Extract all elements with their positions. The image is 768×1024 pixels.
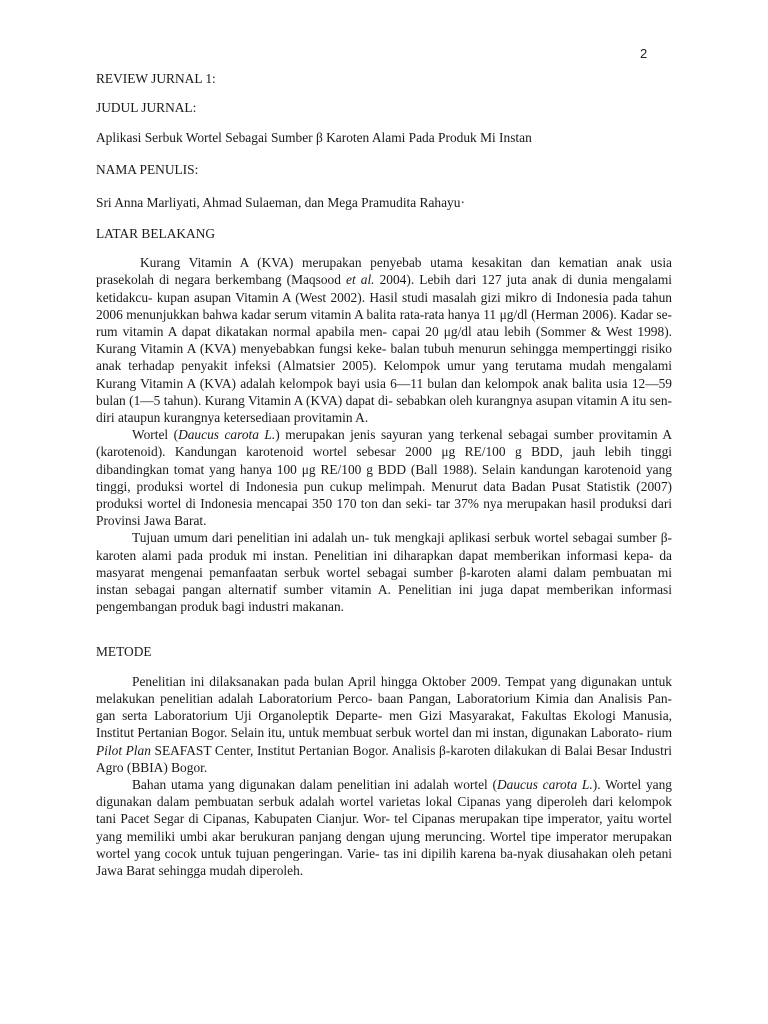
background-heading: LATAR BELAKANG xyxy=(96,226,216,242)
method-heading: METODE xyxy=(96,644,152,660)
page-number: 2 xyxy=(640,46,648,61)
authors: Sri Anna Marliyati, Ahmad Sulaeman, dan Mega Pramudita Rahayu· xyxy=(96,194,465,210)
document-body xyxy=(96,70,672,879)
review-label: REVIEW JURNAL 1: xyxy=(96,71,216,86)
background-paragraph-3: Tujuan umum dari penelitian ini adalah un- tuk mengkaji aplikasi serbuk wortel sebagai sumber β-karoten alami pada produk mi instan. Penelitian ini diharapkan dapat memberikan informasi kepa- da masyarat mengenai pemanfaatan serbuk wortel sebagai sumber β-karoten alami dalam pembuatan mi instan sebagai pangan alternatif sumber vitamin A. Penelitian ini juga dapat memberikan informasi pengembangan produk bagi industri makanan. xyxy=(96,530,672,615)
method-paragraph-2: Bahan utama yang digunakan dalam penelitian ini adalah wortel (Daucus carota L.). Wortel yang digunakan dalam pembuatan serbuk adalah wortel varietas lokal Cipanas yang diperoleh dari kelompok tani Pacet Segar di Cipanas, Kabupaten Cianjur. Wor- tel Cipanas merupakan tipe imperator, yaitu wortel yang memiliki umbi akar berukuran panjang dengan ujung meruncing. Wortel tipe imperator merupakan wortel yang cocok untuk tujuan pengeringan. Varie- tas ini dipilih karena ba-nyak diusahakan oleh petani Jawa Barat sehingga mudah diperoleh. xyxy=(96,776,672,878)
title-label: JUDUL JURNAL: xyxy=(96,100,197,116)
background-paragraph-1: Kurang Vitamin A (KVA) merupakan penyebab utama kesakitan dan kematian anak usia prasekolah di negara berkembang (Maqsood et al. 2004). Lebih dari 127 juta anak di dunia mengalami ketidakcu- kupan asupan Vitamin A (West 2002). Hasil studi masalah gizi mikro di Indonesia pada tahun 2006 menunjukkan bahwa kadar serum vitamin A balita rata-rata hanya 11 μg/dl (Herman 2006). Kadar se- rum vitamin A dapat dikatakan normal apabila men- capai 20 μg/dl atau lebih (Sommer & West 1998). Kurang Vitamin A (KVA) menyebabkan fungsi keke- balan tubuh menurun sehingga mempertinggi risiko anak terhadap penyakit infeksi (Almatsier 2005). Kelompok umur yang terutama mudah mengalami Kurang Vitamin A (KVA) adalah kelompok bayi usia 6—11 bulan dan kelompok anak balita usia 12—59 bulan (1—5 tahun). Kurang Vitamin A (KVA) dapat di- sebabkan oleh kurangnya asupan vitamin A itu sen- diri ataupun kurangnya ketersediaan provitamin A. xyxy=(96,255,672,426)
background-paragraph-2: Wortel (Daucus carota L.) merupakan jenis sayuran yang terkenal sebagai sumber provitamin A (karotenoid). Kandungan karotenoid wortel sebesar 2000 μg RE/100 g BDD, jauh lebih tinggi dibandingkan tomat yang hanya 100 μg RE/100 g BDD (Ball 1988). Selain kandungan karotenoid yang tinggi, produksi wortel di Indonesia pun cukup melimpah. Menurut data Badan Pusat Statistik (2007) produksi wortel di Indonesia mencapai 350 170 ton dan seki- tar 37% nya merupakan hasil produksi dari Provinsi Jawa Barat. xyxy=(96,427,672,529)
authors-label: NAMA PENULIS: xyxy=(96,161,199,177)
method-paragraph-1: Penelitian ini dilaksanakan pada bulan April hingga Oktober 2009. Tempat yang digunakan untuk melakukan penelitian adalah Laboratorium Perco- baan Pangan, Laboratorium Kimia dan Analisis Pan- gan serta Laboratorium Uji Organoleptik Departe- men Gizi Masyarakat, Fakultas Ekologi Manusia, Institut Pertanian Bogor. Selain itu, untuk membuat serbuk wortel dan mi instan, digunakan Laborato- rium Pilot Plan SEAFAST Center, Institut Pertanian Bogor. Analisis β-karoten dilakukan di Balai Besar Industri Agro (BBIA) Bogor. xyxy=(96,673,672,775)
journal-title: Aplikasi Serbuk Wortel Sebagai Sumber β Karoten Alami Pada Produk Mi Instan xyxy=(96,130,532,146)
